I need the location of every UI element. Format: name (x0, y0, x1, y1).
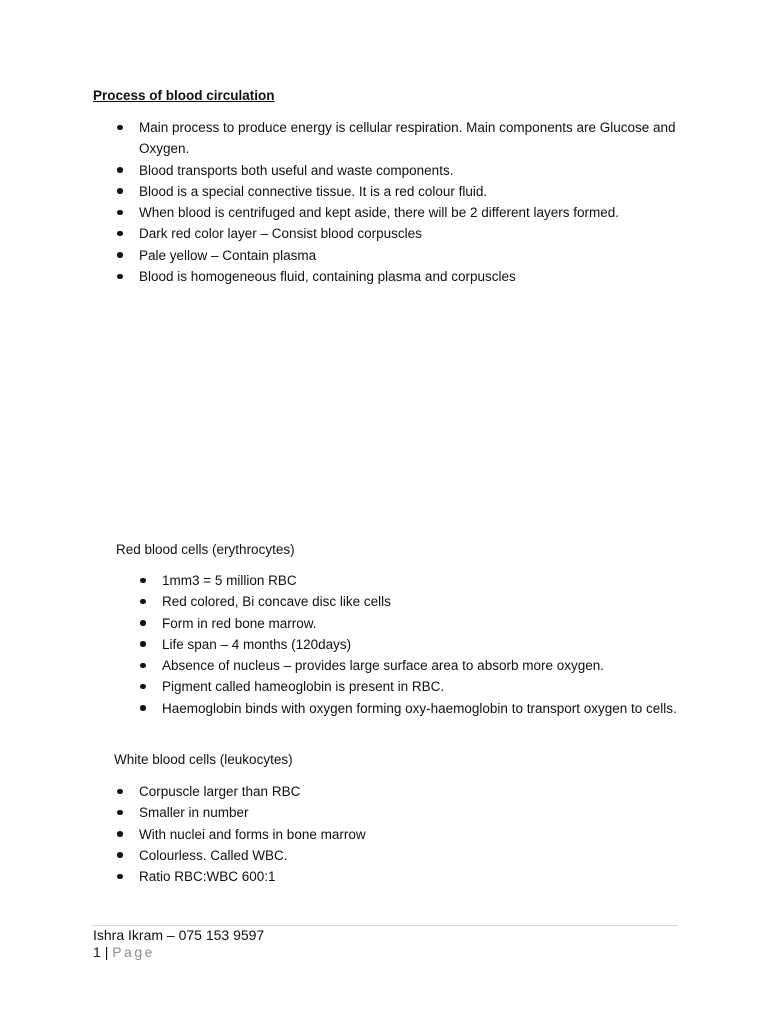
page-number-separator: | (104, 944, 109, 960)
list-item: Absence of nucleus – provides large surface area to absorb more oxygen. (162, 655, 684, 676)
rbc-list (162, 570, 684, 719)
wbc-heading: White blood cells (leukocytes) (114, 752, 293, 767)
list-item: Pigment called hameoglobin is present in RBC. (162, 676, 684, 697)
list-item: Red colored, Bi concave disc like cells (162, 591, 684, 612)
list-item: Ratio RBC:WBC 600:1 (139, 866, 684, 887)
list-item: Blood is a special connective tissue. It is a red colour fluid. (139, 181, 684, 202)
list-item: Dark red color layer – Consist blood corpuscles (139, 223, 684, 244)
list-item: Life span – 4 months (120days) (162, 634, 684, 655)
list-item: Blood is homogeneous fluid, containing plasma and corpuscles (139, 266, 684, 287)
footer-divider (92, 925, 678, 926)
list-item: 1mm3 = 5 million RBC (162, 570, 684, 591)
blood-circulation-list (139, 117, 684, 287)
page-word: Page (112, 944, 155, 960)
list-item: Blood transports both useful and waste components. (139, 160, 684, 181)
list-item: When blood is centrifuged and kept aside, there will be 2 different layers formed. (139, 202, 684, 223)
rbc-heading: Red blood cells (erythrocytes) (116, 542, 295, 557)
list-item: Main process to produce energy is cellular respiration. Main components are Glucose and Oxygen. (139, 117, 684, 160)
wbc-list (139, 781, 684, 887)
page-number (93, 944, 155, 960)
list-item: Corpuscle larger than RBC (139, 781, 684, 802)
footer-author: Ishra Ikram – 075 153 9597 (93, 927, 265, 943)
list-item: Pale yellow – Contain plasma (139, 245, 684, 266)
page-title: Process of blood circulation (93, 88, 275, 103)
list-item: Haemoglobin binds with oxygen forming oxy-haemoglobin to transport oxygen to cells. (162, 698, 684, 719)
list-item: Colourless. Called WBC. (139, 845, 684, 866)
list-item: Smaller in number (139, 802, 684, 823)
page-number-value: 1 (93, 944, 101, 960)
list-item: With nuclei and forms in bone marrow (139, 824, 684, 845)
list-item: Form in red bone marrow. (162, 613, 684, 634)
